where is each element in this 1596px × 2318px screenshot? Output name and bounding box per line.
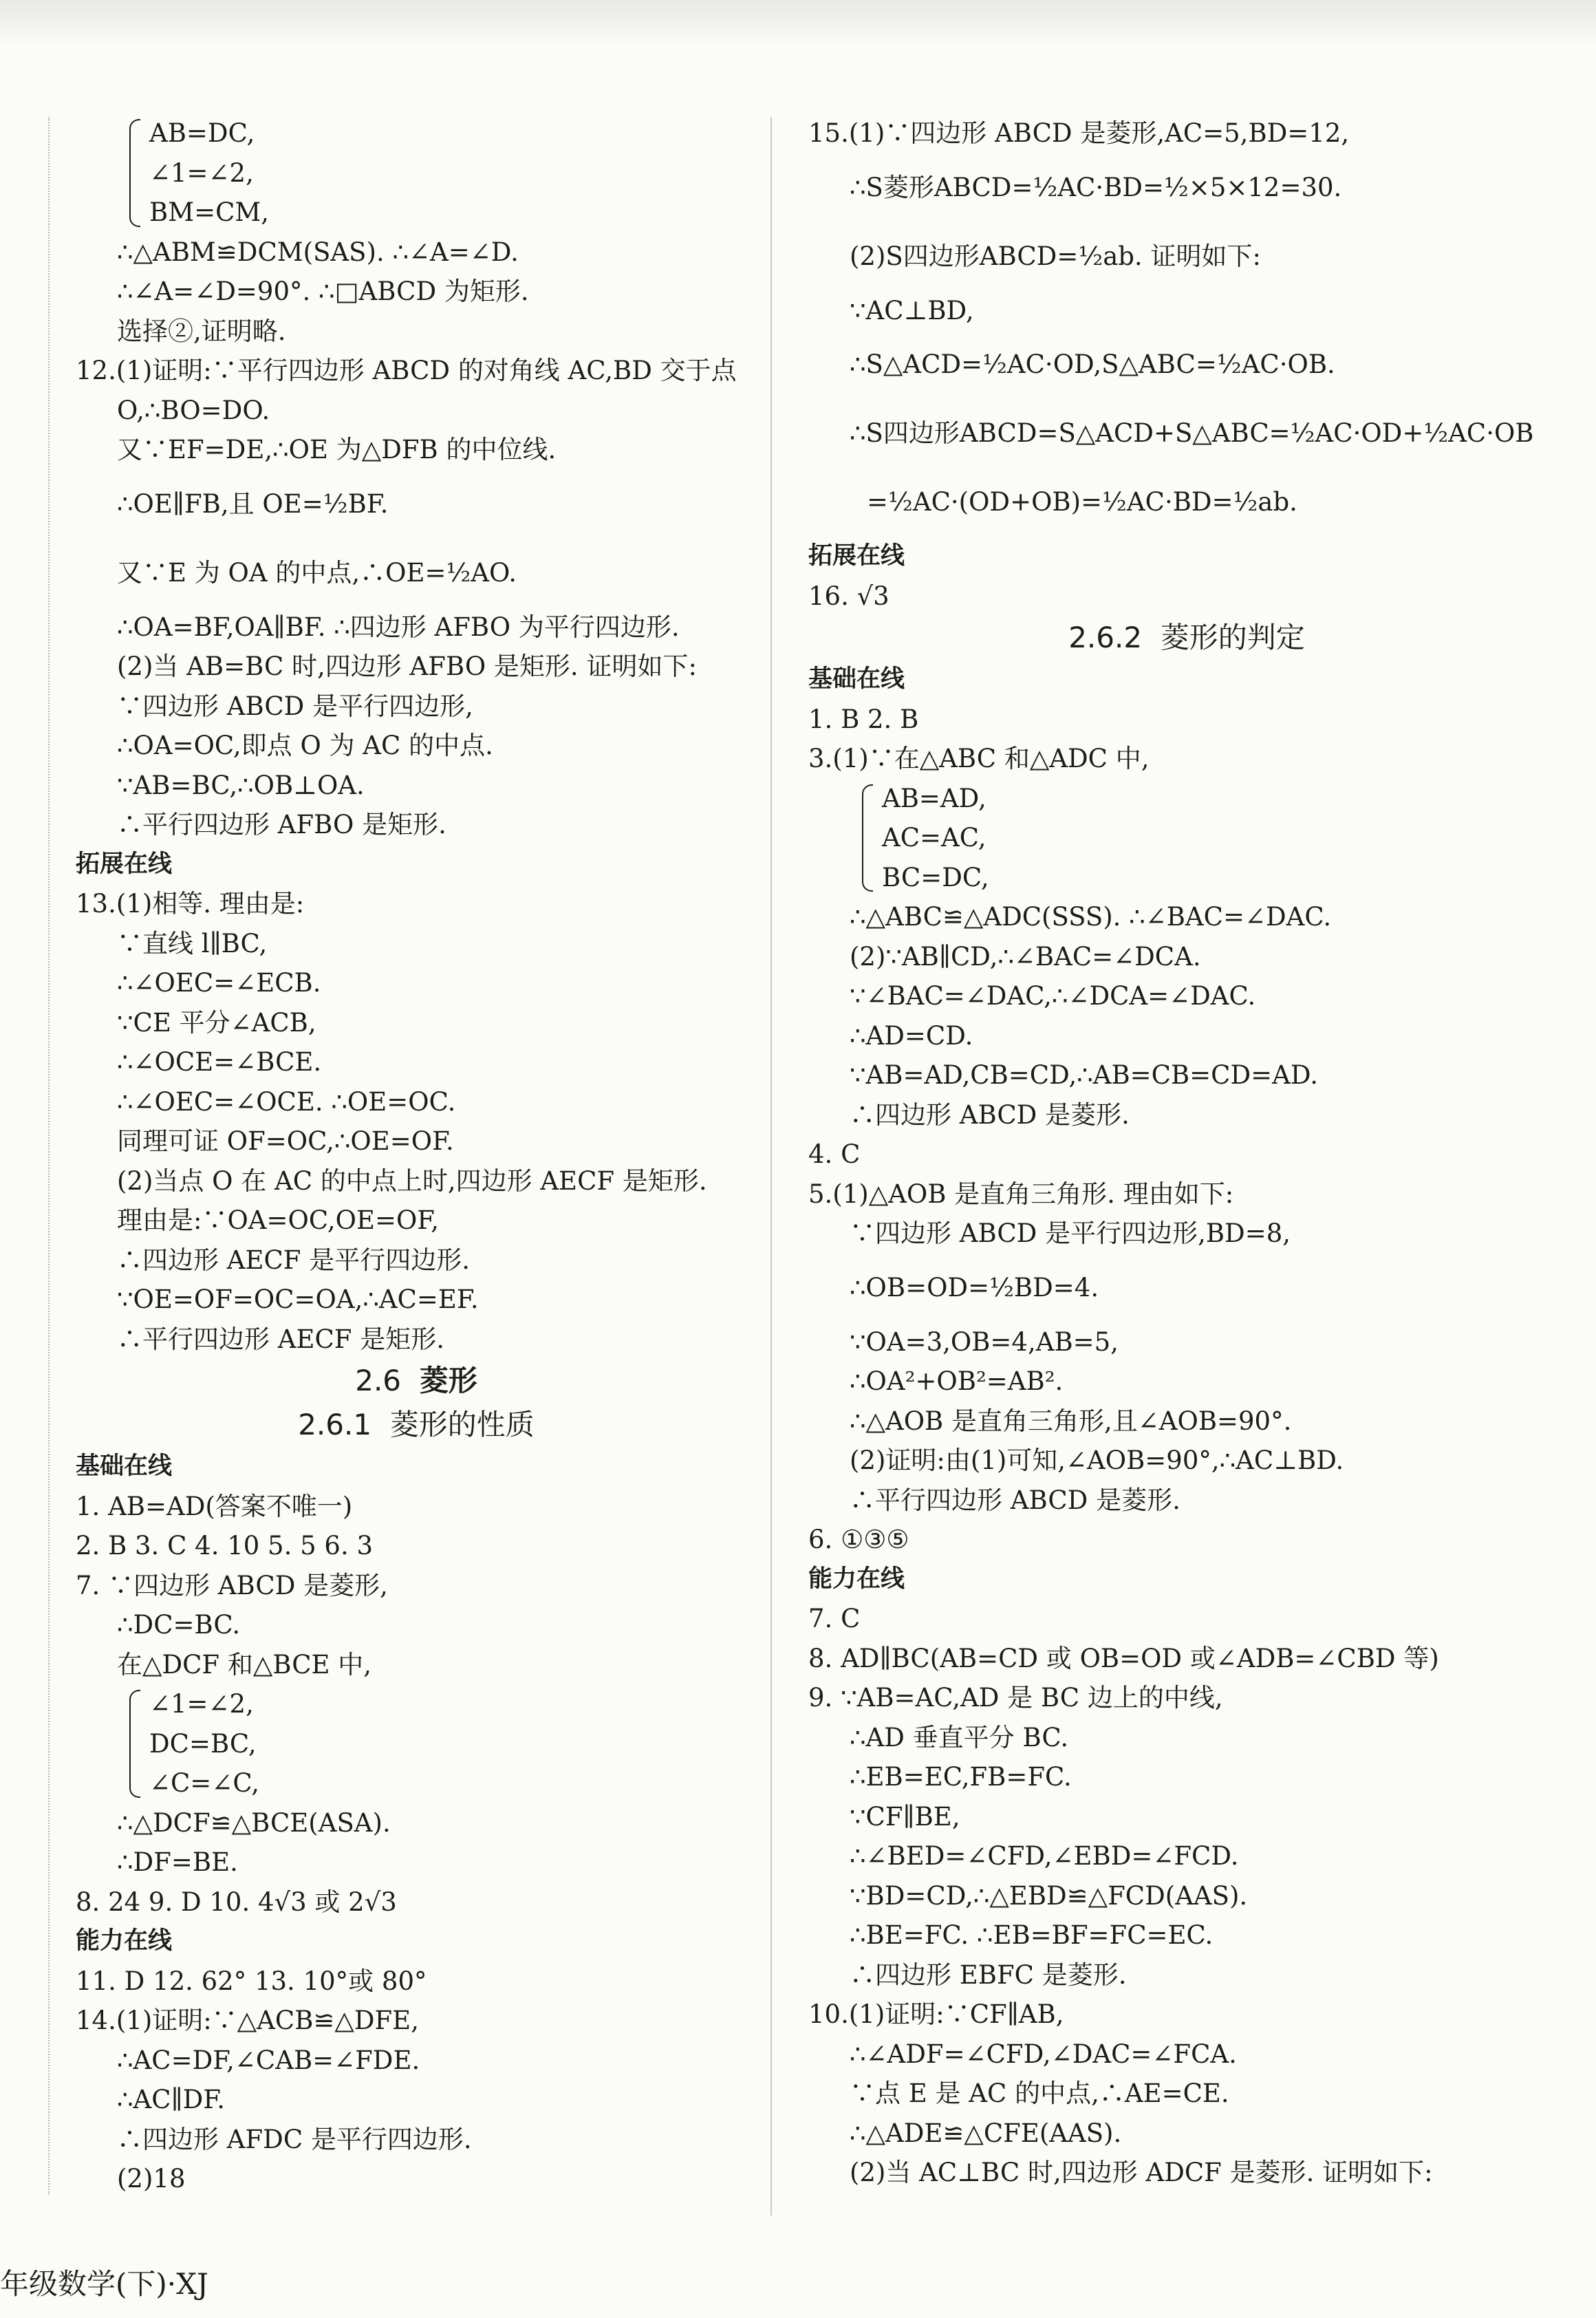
answer-line: 1. B 2. B <box>808 704 919 734</box>
answer-line: 又∵EF=DE,∴OE 为△DFB 的中位线. <box>117 435 557 464</box>
section-heading-tuozhan: 拓展在线 <box>808 542 905 570</box>
system-line: ∠C=∠C, <box>149 1768 260 1798</box>
column-divider <box>770 117 772 2215</box>
section-heading-nengli: 能力在线 <box>808 1565 905 1593</box>
answer-line: 4. C <box>808 1139 861 1169</box>
answer-line: ∴OE∥FB,且 OE=½BF. <box>117 489 389 519</box>
page-footer: 年级数学(下)·XJ <box>0 2267 208 2301</box>
answer-line: 10.(1)证明:∵CF∥AB, <box>808 1999 1064 2029</box>
answer-line: ∵AC⊥BD, <box>850 295 974 325</box>
system-line: ∠1=∠2, <box>149 1689 254 1719</box>
answer-line: 理由是:∵OA=OC,OE=OF, <box>117 1205 439 1235</box>
answer-line: (2)证明:由(1)可知,∠AOB=90°,∴AC⊥BD. <box>850 1446 1344 1475</box>
answer-line: 8. 24 9. D 10. 4√3 或 2√3 <box>76 1887 397 1917</box>
answer-line: ∵点 E 是 AC 的中点,∴AE=CE. <box>850 2079 1229 2108</box>
answer-line: 选择②,证明略. <box>117 316 286 346</box>
answer-line: ∴∠ADF=∠CFD,∠DAC=∠FCA. <box>850 2039 1237 2069</box>
answer-line: ∴∠BED=∠CFD,∠EBD=∠FCD. <box>850 1841 1239 1871</box>
section-heading-jichu: 基础在线 <box>76 1452 173 1480</box>
answer-line: 12.(1)证明:∵平行四边形 ABCD 的对角线 AC,BD 交于点 <box>76 356 737 385</box>
answer-line: 15.(1)∵四边形 ABCD 是菱形,AC=5,BD=12, <box>808 118 1350 148</box>
system-line: AB=AD, <box>882 783 986 813</box>
answer-line: ∴四边形 EBFC 是菱形. <box>850 1960 1127 1990</box>
answer-line: ∵AB=AD,CB=CD,∴AB=CB=CD=AD. <box>850 1060 1318 1090</box>
answer-line: 6. ①③⑤ <box>808 1525 909 1554</box>
binding-fold-line <box>48 117 50 2195</box>
answer-line: ∴△DCF≌△BCE(ASA). <box>117 1807 391 1838</box>
system-line: ∠1=∠2, <box>149 158 254 188</box>
answer-line: 7. C <box>808 1604 861 1633</box>
system-line: BM=CM, <box>149 197 270 227</box>
answer-line: ∴平行四边形 AFBO 是矩形. <box>117 810 446 839</box>
answer-line: ∴AC∥DF. <box>117 2085 225 2114</box>
answer-line: ∴DF=BE. <box>117 1847 238 1877</box>
subsection-name: 菱形的性质 <box>389 1408 535 1441</box>
answer-line: ∵CE 平分∠ACB, <box>117 1007 316 1038</box>
answer-line: ∴∠A=∠D=90°. ∴□ABCD 为矩形. <box>117 277 529 306</box>
answer-line: ∴四边形 ABCD 是菱形. <box>850 1099 1130 1130</box>
answer-line: ∴△ABC≌△ADC(SSS). ∴∠BAC=∠DAC. <box>850 902 1332 932</box>
system-line: BC=DC, <box>882 862 989 892</box>
answer-line: ∵直线 l∥BC, <box>117 928 268 958</box>
answer-line: (2)S四边形ABCD=½ab. 证明如下: <box>850 241 1261 271</box>
answer-line: 8. AD∥BC(AB=CD 或 OB=OD 或∠ADB=∠CBD 等) <box>808 1643 1439 1673</box>
answer-line: ∴∠OEC=∠ECB. <box>117 968 321 998</box>
answer-line: 13.(1)相等. 理由是: <box>76 889 305 919</box>
answer-line: 7. ∵四边形 ABCD 是菱形, <box>76 1570 388 1600</box>
subsection-title <box>76 1403 757 1447</box>
answer-line: (2)18 <box>117 2164 186 2193</box>
section-name: 菱形 <box>419 1364 477 1397</box>
answer-line: ∵BD=CD,∴△EBD≌△FCD(AAS). <box>850 1880 1248 1911</box>
answer-line: 2. B 3. C 4. 10 5. 5 6. 3 <box>76 1531 374 1560</box>
answer-line: ∴AD=CD. <box>850 1020 973 1051</box>
answer-line: ∵OE=OF=OC=OA,∴AC=EF. <box>117 1285 479 1314</box>
answer-line: (2)当点 O 在 AC 的中点上时,四边形 AECF 是矩形. <box>117 1166 707 1196</box>
answer-line: ∴DC=BC. <box>117 1610 241 1640</box>
answer-line: ∴∠OCE=∠BCE. <box>117 1047 322 1077</box>
subsection-title <box>808 616 1565 660</box>
answer-line: 14.(1)证明:∵△ACB≌△DFE, <box>76 2006 419 2035</box>
equation-system <box>76 1684 757 1803</box>
answer-line: O,∴BO=DO. <box>117 395 270 425</box>
right-column <box>808 114 1565 2193</box>
answer-line: ∴S△ACD=½AC·OD,S△ABC=½AC·OB. <box>850 350 1335 379</box>
subsection-name: 菱形的判定 <box>1160 621 1305 654</box>
answer-line: ∴四边形 AFDC 是平行四边形. <box>117 2124 472 2154</box>
left-column <box>76 114 757 2199</box>
subsection-number: 2.6.1 <box>298 1408 372 1441</box>
answer-line: ∴∠OEC=∠OCE. ∴OE=OC. <box>117 1086 456 1117</box>
answer-line: =½AC·(OD+OB)=½AC·BD=½ab. <box>867 487 1297 517</box>
system-line: DC=BC, <box>149 1728 257 1759</box>
answer-line: 3.(1)∵在△ABC 和△ADC 中, <box>808 744 1150 773</box>
answer-line: ∴AD 垂直平分 BC. <box>850 1722 1069 1752</box>
answer-line: ∴OA=OC,即点 O 为 AC 的中点. <box>117 731 493 760</box>
answer-line: ∴EB=EC,FB=FC. <box>850 1762 1072 1792</box>
answer-line: ∴S四边形ABCD=S△ACD+S△ABC=½AC·OD+½AC·OB <box>850 418 1534 448</box>
answer-line: ∴△AOB 是直角三角形,且∠AOB=90°. <box>850 1406 1292 1436</box>
answer-line: 16. √3 <box>808 581 889 611</box>
section-title <box>76 1359 757 1403</box>
answer-line: ∴平行四边形 ABCD 是菱形. <box>850 1485 1180 1515</box>
answer-line: ∴平行四边形 AECF 是矩形. <box>117 1324 444 1354</box>
system-line: AC=AC, <box>882 823 986 852</box>
answer-line: ∵∠BAC=∠DAC,∴∠DCA=∠DAC. <box>850 981 1256 1011</box>
brace-icon <box>862 784 873 892</box>
answer-line: 又∵E 为 OA 的中点,∴OE=½AO. <box>117 557 517 588</box>
answer-line: 在△DCF 和△BCE 中, <box>117 1649 372 1680</box>
answer-line: 5.(1)△AOB 是直角三角形. 理由如下: <box>808 1179 1234 1209</box>
answer-line: 1. AB=AD(答案不唯一) <box>76 1491 353 1521</box>
answer-line: ∵AB=BC,∴OB⊥OA. <box>117 770 365 800</box>
scan-top-shadow <box>0 0 1596 48</box>
answer-line: 11. D 12. 62° 13. 10°或 80° <box>76 1966 427 1996</box>
answer-line: ∵四边形 ABCD 是平行四边形, <box>117 691 473 721</box>
answer-line: ∴BE=FC. ∴EB=BF=FC=EC. <box>850 1920 1214 1950</box>
answer-line: ∴OA=BF,OA∥BF. ∴四边形 AFBO 为平行四边形. <box>117 612 680 642</box>
brace-icon <box>129 1690 140 1798</box>
answer-line: (2)当 AB=BC 时,四边形 AFBO 是矩形. 证明如下: <box>117 652 697 681</box>
equation-system <box>76 114 757 233</box>
answer-line: ∴OB=OD=½BD=4. <box>850 1272 1099 1302</box>
answer-line: ∵四边形 ABCD 是平行四边形,BD=8, <box>850 1219 1291 1248</box>
answer-line: ∵CF∥BE, <box>850 1801 960 1832</box>
section-number: 2.6 <box>355 1364 402 1397</box>
answer-line: ∴OA²+OB²=AB². <box>850 1366 1064 1396</box>
answer-line: ∴AC=DF,∠CAB=∠FDE. <box>117 2045 420 2075</box>
answer-line: ∵OA=3,OB=4,AB=5, <box>850 1327 1119 1357</box>
answer-line: 9. ∵AB=AC,AD 是 BC 边上的中线, <box>808 1683 1223 1713</box>
answer-line: ∴S菱形ABCD=½AC·BD=½×5×12=30. <box>850 172 1342 202</box>
answer-line: ∴△ABM≌DCM(SAS). ∴∠A=∠D. <box>117 237 519 267</box>
answer-line: ∴△ADE≌△CFE(AAS). <box>850 2118 1122 2148</box>
subsection-number: 2.6.2 <box>1068 621 1143 654</box>
section-heading-tuozhan: 拓展在线 <box>76 850 173 878</box>
section-heading-jichu: 基础在线 <box>808 665 905 693</box>
system-line: AB=DC, <box>149 118 255 148</box>
equation-system <box>808 779 1565 898</box>
answer-line: (2)当 AC⊥BC 时,四边形 ADCF 是菱形. 证明如下: <box>850 2158 1433 2187</box>
answer-line: 同理可证 OF=OC,∴OE=OF. <box>117 1126 454 1156</box>
section-heading-nengli: 能力在线 <box>76 1927 173 1955</box>
answer-line: ∴四边形 AECF 是平行四边形. <box>117 1245 470 1275</box>
brace-icon <box>129 119 140 227</box>
answer-line: (2)∵AB∥CD,∴∠BAC=∠DCA. <box>850 941 1201 972</box>
